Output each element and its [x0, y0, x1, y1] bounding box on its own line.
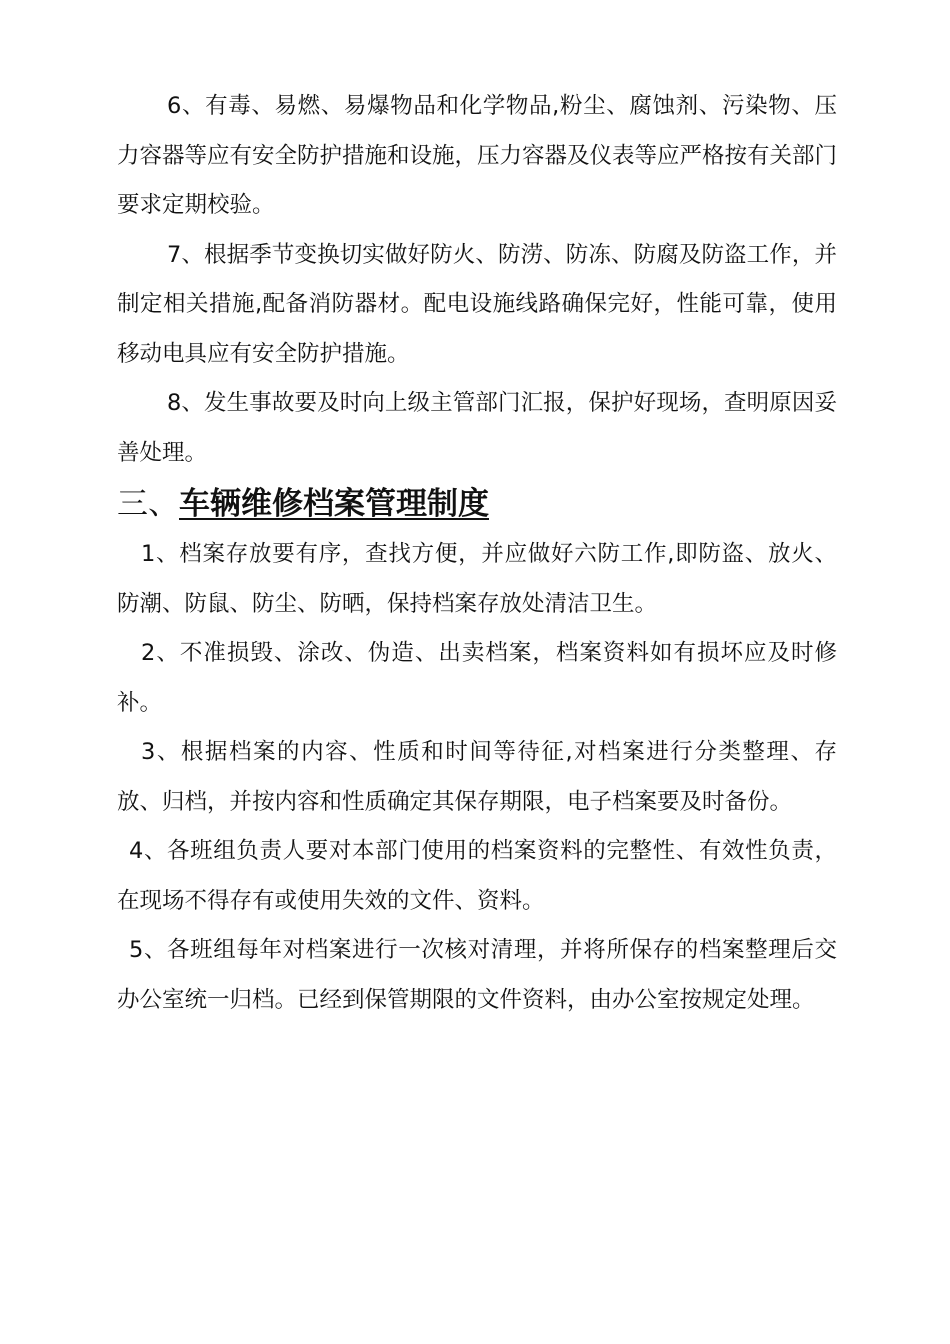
- paragraph-archive-2: 2、不准损毁、涂改、伪造、出卖档案，档案资料如有损坏应及时修补。: [117, 640, 837, 716]
- paragraph-item-8: 8、发生事故要及时向上级主管部门汇报，保护好现场，查明原因妥善处理。: [117, 390, 837, 466]
- paragraph-item-6: 6、有毒、易燃、易爆物品和化学物品,粉尘、腐蚀剂、污染物、压力容器等应有安全防护措施和设施，压力容器及仪表等应严格按有关部门要求定期校验。: [117, 93, 838, 218]
- section-heading: [117, 478, 837, 530]
- section-heading-number: 三、: [117, 486, 179, 522]
- document-body: [117, 82, 837, 1025]
- paragraph-archive-4: 4、各班组负责人要对本部门使用的档案资料的完整性、有效性负责，在现场不得存有或使用失效的文件、资料。: [117, 838, 837, 914]
- paragraph-archive-1: 1、档案存放要有序，查找方便，并应做好六防工作,即防盗、放火、防潮、防鼠、防尘、防晒，保持档案存放处清洁卫生。: [117, 541, 837, 617]
- section-heading-title: 车辆维修档案管理制度: [179, 486, 489, 522]
- paragraph-item-7: 7、根据季节变换切实做好防火、防涝、防冻、防腐及防盗工作，并制定相关措施,配备消防器材。配电设施线路确保完好，性能可靠，使用移动电具应有安全防护措施。: [117, 241, 837, 367]
- paragraph-archive-3: 3、根据档案的内容、性质和时间等待征,对档案进行分类整理、存放、归档，并按内容和性质确定其保存期限，电子档案要及时备份。: [117, 739, 837, 815]
- paragraph-archive-5: 5、各班组每年对档案进行一次核对清理，并将所保存的档案整理后交办公室统一归档。已经到保管期限的文件资料，由办公室按规定处理。: [117, 937, 837, 1013]
